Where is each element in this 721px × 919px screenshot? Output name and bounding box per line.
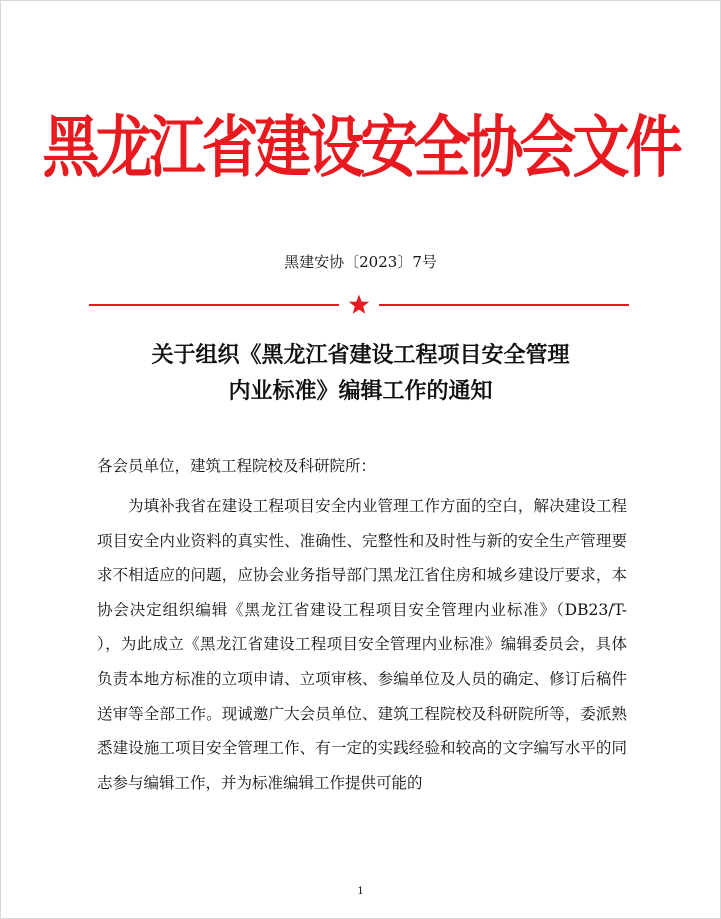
red-divider xyxy=(89,293,629,317)
body-paragraph: 为填补我省在建设工程项目安全内业管理工作方面的空白，解决建设工程项目安全内业资料的真实性、准确性、完整性和及时性与新的安全生产管理要求不相适应的问题，应协会业务指导部门黑龙江省住房和城乡建设厅要求，本协会决定组织编辑《黑龙江省建设工程项目安全管理内业标准》（DB23/T- ），为此成立《黑龙江省建设工程项目安全管理内业标准》编辑委员会，具体负责本地方标准的立项申请、立项审核、参编单位及人员的确定、修订后稿件送审等全部工作。现诚邀广大会员单位、建筑工程院校及科研院所等，委派熟悉建设施工项目安全管理工作、有一定的实践经验和较高的文字编写水平的同志参与编辑工作，并为标准编辑工作提供可能的 xyxy=(97,497,627,792)
document-title-line-1: 关于组织《黑龙江省建设工程项目安全管理 xyxy=(151,343,570,368)
document-number: 黑建安协〔2023〕7号 xyxy=(284,253,437,271)
divider-line-right xyxy=(379,304,629,306)
salutation: 各会员单位，建筑工程院校及科研院所： xyxy=(97,457,377,475)
star-icon xyxy=(347,293,371,317)
document-title-line-2: 内业标准》编辑工作的通知 xyxy=(228,379,493,404)
document-title xyxy=(1,338,720,410)
document-header-title: 黑龙江省建设安全协会文件 xyxy=(42,109,679,188)
page-number: 1 xyxy=(357,886,364,897)
divider-line-left xyxy=(89,304,339,306)
